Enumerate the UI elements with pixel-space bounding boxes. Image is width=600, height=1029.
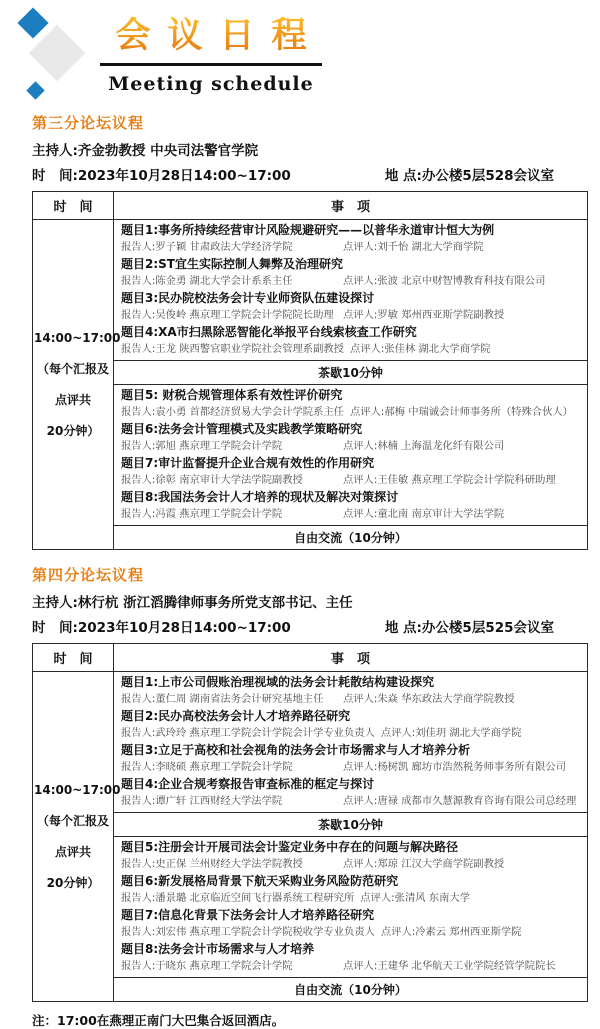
page-title: 会议日程: [115, 8, 323, 58]
reviewer: 点评人:郑琼 江汉大学商学院副教授: [343, 858, 505, 870]
time-note-1: （每个汇报及: [36, 361, 109, 376]
footnote: 注：17:00在燕理正南门大巴集合返回酒店。: [32, 1013, 285, 1028]
reporter: 报告人:武玲玲 燕京理工学院会计学院会计学专业负责人: [121, 727, 375, 739]
topic-title: 题目8:法务会计市场需求与人才培养: [121, 942, 315, 956]
reviewer: 点评人:林楠 上海温龙化纤有限公司: [343, 440, 505, 452]
time-cell: [33, 672, 121, 1002]
table-row: [33, 526, 588, 550]
reviewer: 点评人:冷素云 郑州西亚斯学院: [380, 926, 522, 938]
topic-item: [121, 941, 583, 975]
topic-title: 题目6:新发展格局背景下航天采购业务风险防范研究: [121, 874, 399, 888]
tea-break-cell: 茶歇10分钟: [114, 361, 588, 385]
reviewer: 点评人:王佳敏 燕京理工学院会计学院科研助理: [343, 474, 556, 486]
time-range: 14:00~17:00: [34, 782, 121, 797]
topic-title: 题目4:企业合规考察报告审查标准的框定与探讨: [121, 777, 375, 791]
col-header-items: 事 项: [114, 644, 588, 672]
reporter: 报告人:史正保 兰州财经大学法学院教授: [121, 858, 303, 870]
reviewer: 点评人:张清风 东南大学: [360, 892, 470, 904]
agenda-table: [32, 191, 588, 550]
host-line: 主持人:齐金勃教授 中央司法警官学院: [32, 143, 259, 159]
title-divider: [100, 63, 322, 66]
topic-title: 题目4:XA市扫黑除恶智能化举报平台线索核查工作研究: [121, 325, 417, 339]
small-blue-diamond-icon: [26, 81, 44, 99]
reporter: 报告人:董仁周 湖南省法务会计研究基地主任: [121, 693, 324, 705]
tea-break-cell: 茶歇10分钟: [114, 813, 588, 837]
topic-title: 题目2:ST宜生实际控制人舞弊及治理研究: [121, 257, 343, 271]
col-header-items: 事 项: [114, 192, 588, 220]
reporter: 报告人:于晓东 燕京理工学院会计学院: [121, 960, 293, 972]
reviewer: 点评人:郝梅 中瑞诚会计师事务所（特殊合伙人）: [349, 406, 573, 418]
table-row: [33, 837, 588, 978]
blue-diamond-icon: [17, 7, 48, 38]
reviewer: 点评人:朱焱 华东政法大学商学院教授: [343, 693, 515, 705]
reviewer: 点评人:杨树凯 廊坊市浩然税务师事务所有限公司: [343, 761, 566, 773]
reporter: 报告人:陈金勇 湖北大学会计系系主任: [121, 275, 293, 287]
table-row: [33, 361, 588, 385]
section-forum-3: [32, 112, 588, 550]
topic-item: [121, 256, 583, 290]
time-cell: [33, 220, 121, 550]
topic-item: [121, 839, 583, 873]
topic-item: [121, 421, 583, 455]
topic-item: [121, 290, 583, 324]
section-title: 第四分论坛议程: [32, 566, 145, 584]
time-range: 14:00~17:00: [34, 330, 121, 345]
section-title: 第三分论坛议程: [32, 114, 145, 132]
time-note-2: 点评共: [54, 844, 91, 859]
topic-title: 题目5:注册会计开展司法会计鉴定业务中存在的问题与解决路径: [121, 840, 459, 854]
time-note-3: 20分钟）: [46, 423, 100, 438]
location-text: 地 点:办公楼5层528会议室: [384, 168, 554, 184]
time-note-2: 点评共: [54, 392, 91, 407]
reporter: 报告人:郭旭 燕京理工学院会计学院: [121, 440, 283, 452]
header-title-block: [100, 8, 322, 95]
topic-title: 题目2:民办高校法务会计人才培养路径研究: [121, 709, 351, 723]
time-text: 时 间:2023年10月28日14:00~17:00: [32, 620, 291, 636]
topic-title: 题目3:民办院校法务会计专业师资队伍建设探讨: [121, 291, 375, 305]
time-location-line: [32, 164, 588, 184]
table-row: [33, 385, 588, 526]
topic-item: [121, 776, 583, 810]
reviewer: 点评人:罗敏 郑州西亚斯学院副教授: [343, 309, 505, 321]
reviewer: 点评人:王建华 北华航天工业学院经管学院院长: [343, 960, 556, 972]
table-row: [33, 672, 588, 813]
topic-title: 题目5: 财税合规管理体系有效性评价研究: [121, 388, 343, 402]
page-header: [0, 0, 600, 112]
reviewer: 点评人:童北南 南京审计大学法学院: [343, 508, 505, 520]
reporter: 报告人:袁小勇 首都经济贸易大学会计学院系主任: [121, 406, 344, 418]
topic-title: 题目8:我国法务会计人才培养的现状及解决对策探讨: [121, 490, 399, 504]
section-forum-4: [32, 564, 588, 1002]
reporter: 报告人:吴俊岭 燕京理工学院会计学院院长助理: [121, 309, 334, 321]
topic-item: [121, 742, 583, 776]
topic-item: [121, 907, 583, 941]
time-note-1: （每个汇报及: [36, 813, 109, 828]
host-line: 主持人:林行杭 浙江滔腾律师事务所党支部书记、主任: [32, 595, 353, 611]
reviewer: 点评人:刘千怡 湖北大学商学院: [343, 241, 484, 253]
col-header-time: 时 间: [33, 644, 114, 672]
reporter: 报告人:潘景璐 北京临近空间飞行器系统工程研究所: [121, 892, 355, 904]
topic-title: 题目7:信息化背景下法务会计人才培养路径研究: [121, 908, 375, 922]
page-subtitle: Meeting schedule: [108, 73, 314, 95]
topic-title: 题目1:事务所持续经营审计风险规避研究——以普华永道审计恒大为例: [121, 223, 495, 237]
topic-title: 题目1:上市公司假账治理视域的法务会计耗散结构建设探究: [121, 675, 435, 689]
topic-title: 题目7:审计监督提升企业合规有效性的作用研究: [121, 456, 375, 470]
agenda-table: [32, 643, 588, 1002]
topic-item: [121, 222, 583, 256]
time-note-3: 20分钟）: [46, 875, 100, 890]
location-text: 地 点:办公楼5层525会议室: [384, 620, 554, 636]
reporter: 报告人:王龙 陕西警官职业学院社会管理系副教授: [121, 343, 344, 355]
reporter: 报告人:刘宏伟 燕京理工学院会计学院税收学专业负责人: [121, 926, 375, 938]
free-talk-cell: 自由交流（10分钟）: [114, 978, 588, 1002]
table-row: [33, 813, 588, 837]
reporter: 报告人:李晓硕 燕京理工学院会计学院: [121, 761, 293, 773]
reviewer: 点评人:张佳林 湖北大学商学院: [349, 343, 491, 355]
reporter: 报告人:谭广轩 江西财经大学法学院: [121, 795, 283, 807]
table-header-row: [33, 192, 588, 220]
col-header-time: 时 间: [33, 192, 114, 220]
table-row: [33, 978, 588, 1002]
free-talk-cell: 自由交流（10分钟）: [114, 526, 588, 550]
time-location-line: [32, 616, 588, 636]
table-row: [33, 220, 588, 361]
topics-block: [114, 837, 588, 978]
topic-item: [121, 674, 583, 708]
topic-title: 题目3:立足于高校和社会视角的法务会计市场需求与人才培养分析: [121, 743, 471, 757]
time-text: 时 间:2023年10月28日14:00~17:00: [32, 168, 291, 184]
reporter: 报告人:徐彰 南京审计大学法学院副教授: [121, 474, 303, 486]
reviewer: 点评人:唐禄 成都市久慧源教育咨询有限公司总经理: [343, 795, 577, 807]
reporter: 报告人:冯霞 燕京理工学院会计学院: [121, 508, 283, 520]
topic-item: [121, 455, 583, 489]
reporter: 报告人:罗子颖 甘肃政法大学经济学院: [121, 241, 293, 253]
topic-item: [121, 708, 583, 742]
topic-item: [121, 387, 583, 421]
reviewer: 点评人:张波 北京中财智博教育科技有限公司: [343, 275, 546, 287]
table-header-row: [33, 644, 588, 672]
reviewer: 点评人:刘佳玥 湖北大学商学院: [380, 727, 522, 739]
topics-block: [114, 220, 588, 361]
topics-block: [114, 672, 588, 813]
topic-title: 题目6:法务会计管理模式及实践教学策略研究: [121, 422, 363, 436]
topic-item: [121, 489, 583, 523]
topic-item: [121, 324, 583, 358]
topics-block: [114, 385, 588, 526]
topic-item: [121, 873, 583, 907]
